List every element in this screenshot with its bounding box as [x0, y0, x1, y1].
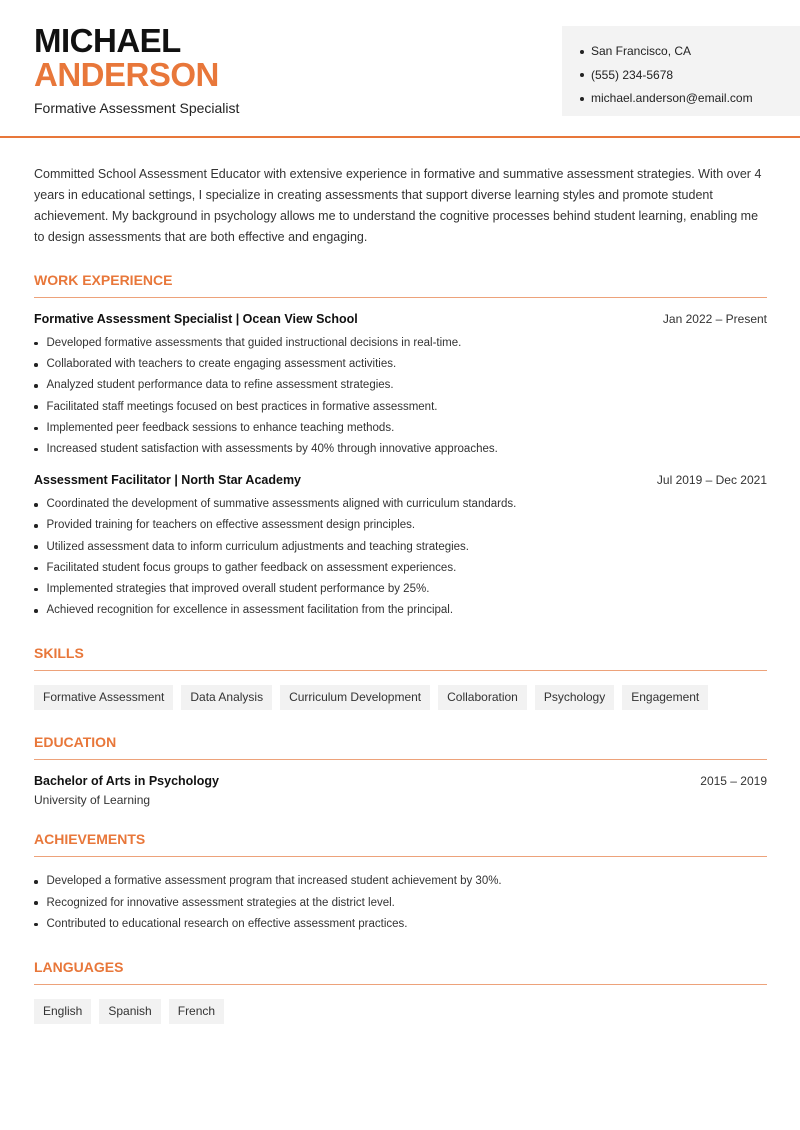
- skill-tag: Formative Assessment: [34, 685, 173, 710]
- job-dates: Jan 2022 – Present: [662, 312, 767, 326]
- bullet-icon: [34, 503, 38, 507]
- list-item: [34, 914, 767, 935]
- list-item-text: Analyzed student performance data to refine assessment strategies.: [46, 379, 394, 392]
- bullet-icon: [34, 588, 38, 592]
- job-dates: Jul 2019 – Dec 2021: [656, 473, 767, 488]
- job-entry: [34, 473, 767, 621]
- list-item: [34, 494, 767, 515]
- job-bullets: [34, 494, 767, 621]
- bullet-icon: [34, 567, 38, 571]
- bullet-icon: [580, 97, 584, 101]
- degree: Bachelor of Arts in Psychology: [34, 774, 219, 789]
- language-tag: Spanish: [99, 999, 160, 1024]
- list-item: [34, 515, 767, 536]
- school: University of Learning: [34, 793, 151, 808]
- job-header: [34, 473, 767, 487]
- list-item: [34, 418, 767, 439]
- job-entry: [34, 312, 767, 460]
- bullet-icon: [34, 880, 38, 884]
- list-item: [34, 375, 767, 396]
- list-item: [34, 354, 767, 375]
- skill-tag: Engagement: [622, 685, 708, 710]
- contact-phone: [580, 64, 800, 88]
- list-item: [34, 579, 767, 600]
- summary: Committed School Assessment Educator with extensive experience in formative and summative assessment strategies. With over 4 years in educational settings, I specialize in creating assessments that support diverse learning styles and promote student achievement. My background in psychology allows me to understand the cognitive processes behind student learning, enabling me to design assessments that are both effective and engaging.: [34, 167, 762, 244]
- resume-body: [34, 164, 767, 1024]
- skill-tag: Curriculum Development: [280, 685, 430, 710]
- achievements-list: [34, 871, 767, 935]
- skill-tag: Psychology: [535, 685, 614, 710]
- languages-section: [34, 959, 767, 1024]
- education-dates: 2015 – 2019: [700, 774, 767, 789]
- list-item: [34, 600, 767, 621]
- languages-list: [34, 999, 767, 1024]
- list-item-text: Facilitated student focus groups to gather feedback on assessment experiences.: [46, 561, 457, 574]
- section-title-achievements: ACHIEVEMENTS: [34, 831, 767, 857]
- education-section: [34, 734, 767, 807]
- first-name: MICHAEL: [34, 22, 181, 59]
- last-name: ANDERSON: [34, 56, 219, 93]
- list-item: [34, 397, 767, 418]
- bullet-icon: [34, 405, 38, 409]
- language-tag: English: [34, 999, 91, 1024]
- contact-email: [580, 87, 800, 111]
- list-item-text: Collaborated with teachers to create engaging assessment activities.: [46, 358, 397, 371]
- achievements-section: [34, 831, 767, 935]
- job-bullets: [34, 333, 767, 460]
- list-item-text: Utilized assessment data to inform curriculum adjustments and teaching strategies.: [46, 540, 470, 553]
- skills-list: [34, 685, 767, 710]
- bullet-icon: [34, 545, 38, 549]
- bullet-icon: [34, 448, 38, 452]
- section-title-work: WORK EXPERIENCE: [34, 272, 767, 298]
- bullet-icon: [580, 50, 584, 54]
- list-item: [34, 871, 767, 892]
- job-title: Assessment Facilitator | North Star Academy: [34, 473, 302, 488]
- job-list: [34, 312, 767, 621]
- contact-box: [562, 26, 800, 116]
- bullet-icon: [34, 524, 38, 528]
- contact-location: [580, 40, 800, 64]
- resume-header: [0, 0, 800, 138]
- list-item-text: Facilitated staff meetings focused on best practices in formative assessment.: [46, 400, 438, 413]
- list-item-text: Implemented strategies that improved overall student performance by 25%.: [46, 583, 430, 596]
- skill-tag: Collaboration: [438, 685, 527, 710]
- location-text: San Francisco, CA: [591, 44, 692, 58]
- list-item-text: Developed formative assessments that guided instructional decisions in real-time.: [46, 337, 462, 349]
- list-item: [34, 893, 767, 914]
- bullet-icon: [34, 384, 38, 388]
- bullet-icon: [580, 73, 584, 77]
- skills-section: [34, 645, 767, 710]
- list-item: [34, 537, 767, 558]
- section-title-skills: SKILLS: [34, 645, 767, 671]
- bullet-icon: [34, 923, 38, 927]
- education-entry: [34, 774, 767, 788]
- job-title: Formative Assessment Specialist: [34, 100, 240, 116]
- phone-text: (555) 234-5678: [591, 67, 674, 82]
- list-item-text: Recognized for innovative assessment strategies at the district level.: [46, 896, 395, 909]
- list-item-text: Implemented peer feedback sessions to enhance teaching methods.: [46, 421, 395, 434]
- section-title-education: EDUCATION: [34, 734, 767, 760]
- section-title-languages: LANGUAGES: [34, 959, 767, 985]
- bullet-icon: [34, 901, 38, 905]
- bullet-icon: [34, 609, 38, 613]
- list-item-text: Achieved recognition for excellence in assessment facilitation from the principal.: [46, 604, 454, 617]
- work-experience-section: [34, 272, 767, 621]
- list-item: [34, 333, 767, 354]
- list-item-text: Contributed to educational research on effective assessment practices.: [46, 917, 408, 930]
- language-tag: French: [169, 999, 224, 1024]
- job-header: [34, 312, 767, 326]
- list-item-text: Provided training for teachers on effective assessment design principles.: [46, 519, 416, 532]
- list-item-text: Increased student satisfaction with assessments by 40% through innovative approaches.: [46, 443, 498, 456]
- list-item-text: Coordinated the development of summative assessments aligned with curriculum standards.: [46, 498, 517, 511]
- job-title: Formative Assessment Specialist | Ocean View School: [34, 312, 358, 326]
- list-item-text: Developed a formative assessment program that increased student achievement by 30%.: [46, 875, 502, 888]
- list-item: [34, 439, 767, 460]
- list-item: [34, 558, 767, 579]
- bullet-icon: [34, 427, 38, 431]
- email-text[interactable]: michael.anderson@email.com: [591, 91, 753, 105]
- bullet-icon: [34, 342, 38, 346]
- skill-tag: Data Analysis: [181, 685, 272, 710]
- bullet-icon: [34, 363, 38, 367]
